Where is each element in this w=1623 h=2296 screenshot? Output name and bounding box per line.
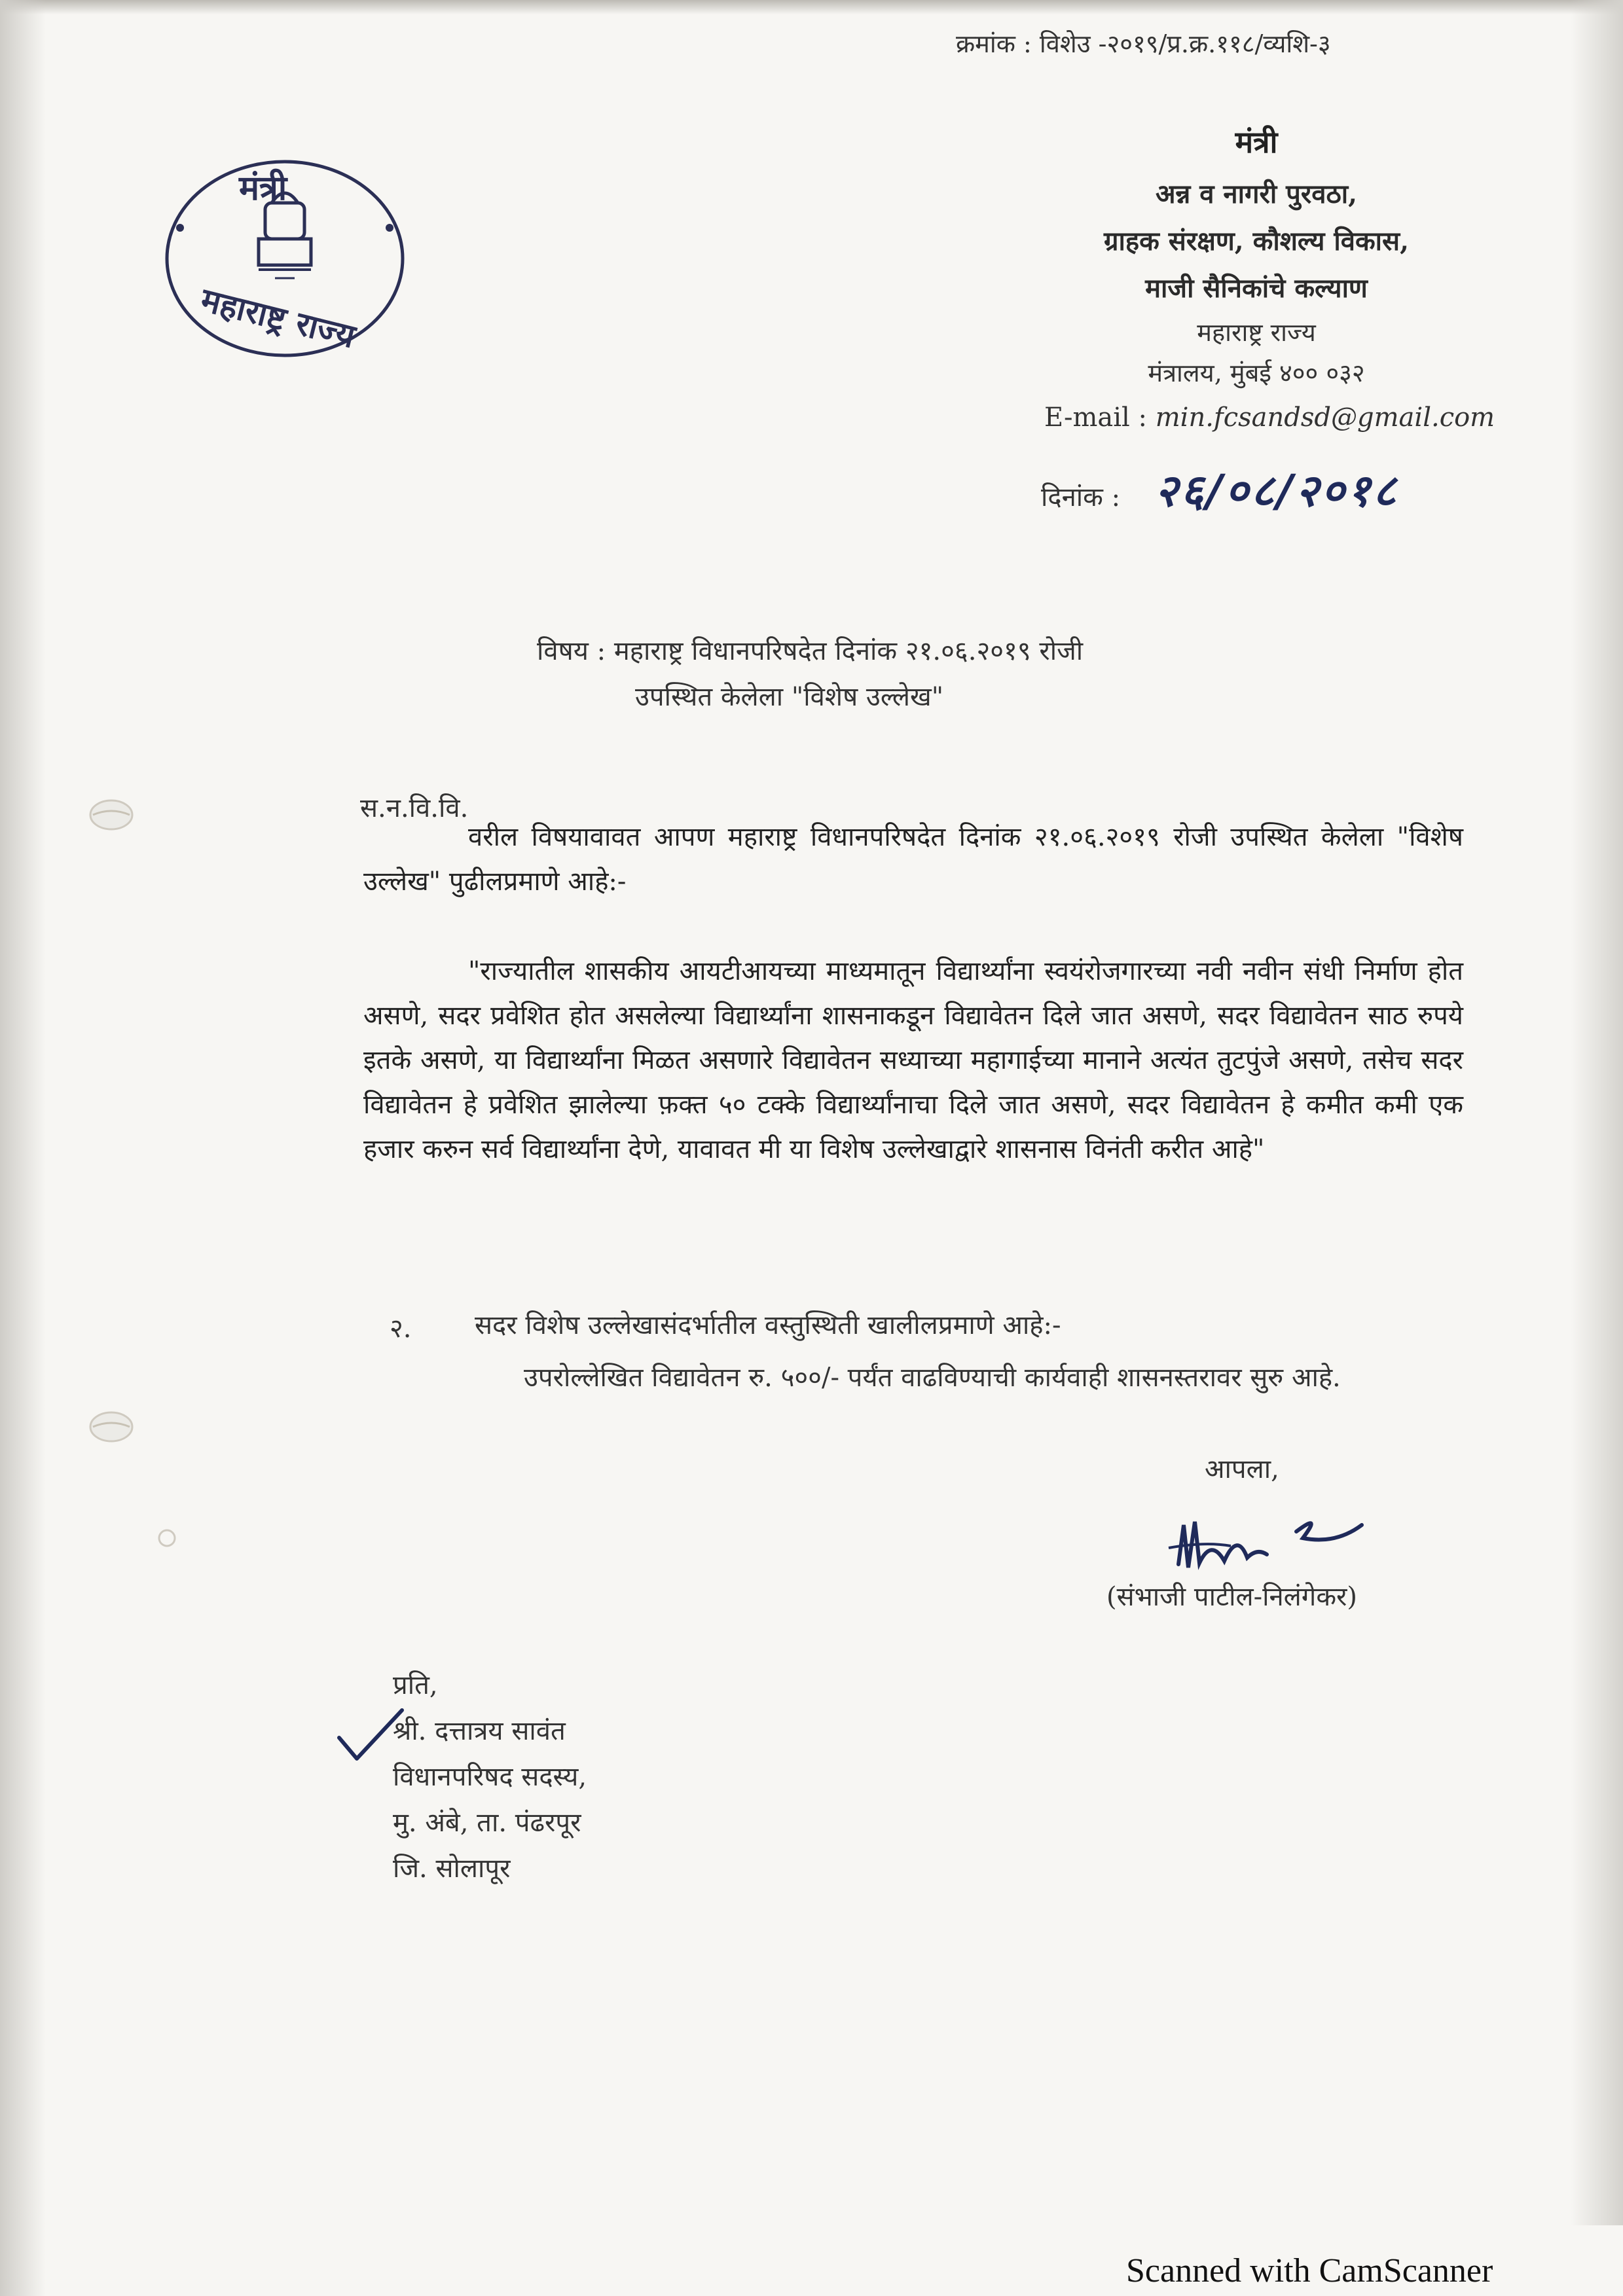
handwritten-date: २६/०८/२०१८ (1154, 465, 1399, 517)
punch-hole (85, 1407, 137, 1446)
date-label: दिनांक : (1041, 482, 1121, 512)
letterhead-line: अन्न व नागरी पुरवठा, (1155, 179, 1358, 209)
recipient-address: मु. अंबे, ता. पंढरपूर (393, 1808, 581, 1838)
letterhead-title: मंत्री (1235, 124, 1278, 160)
email-label: E-mail : (1044, 403, 1148, 433)
body-paragraph-1: वरील विषयावावत आपण महाराष्ट्र विधानपरिषदेत दिनांक २१.०६.२०१९ रोजी उपस्थित केलेला "विशेष उल्लेख" पुढीलप्रमाणे आहे:- (363, 822, 1463, 897)
reference-number: क्रमांक : विशेउ -२०१९/प्र.क्र.११८/व्यशि-३ (956, 29, 1331, 58)
scan-shadow-top (0, 0, 1623, 14)
subject-line-2: उपस्थित केलेला "विशेष उल्लेख" (635, 682, 944, 712)
email-link[interactable]: min.fcsandsd@gmail.com (1155, 403, 1495, 433)
recipient-label: प्रति, (393, 1670, 438, 1700)
recipient-address: जि. सोलापूर (393, 1854, 511, 1884)
subject-line-1: विषय : महाराष्ट्र विधानपरिषदेत दिनांक २१.०६.२०१९ रोजी (537, 636, 1084, 666)
email-line (1044, 403, 1495, 433)
point-number: २. (390, 1314, 412, 1344)
scan-shadow-left (0, 0, 46, 2296)
body-paragraph-2: "राज्यातील शासकीय आयटीआयच्या माध्यमातून विद्यार्थ्यांना स्वयंरोजगारच्या नवी नवीन संधी निर्माण होत असणे, सदर प्रवेशित होत असलेल्या विद्यार्थ्यांना शासनाकडून विद्यावेतन दिले जात असणे, सदर विद्यावेतन साठ रुपये इतके असणे, या विद्यार्थ्यांना मिळत असणारे विद्यावेतन सध्याच्या महागाईच्या मानाने अत्यंत तुटपुंजे असणे, तसेच सदर विद्यावेतन हे प्रवेशित झालेल्या फ़क्त ५० टक्के विद्यार्थ्यांनाचा दिले जात असणे, सदर विद्यावेतन हे कमीत कमी एक हजार करुन सर्व विद्यार्थ्यांना देणे, यावावत मी या विशेष उल्लेखाद्वारे शासनास विनंती करीत आहे" (363, 956, 1463, 1164)
point-text: सदर विशेष उल्लेखासंदर्भातील वस्तुस्थिती खालीलप्रमाणे आहे:- (475, 1310, 1061, 1340)
recipient-designation: विधानपरिषद सदस्य, (393, 1762, 587, 1792)
letterhead-address: मंत्रालय, मुंबई ४०० ०३२ (1148, 359, 1365, 387)
punch-hole (151, 1522, 183, 1554)
subject (537, 628, 1083, 720)
salutation: स.न.वि.वि. (360, 793, 469, 823)
date-line (1041, 458, 1398, 519)
recipient-block (393, 1662, 587, 1892)
letterhead-line: महाराष्ट्र राज्य (1197, 318, 1316, 347)
seal-bottom-text: महाराष्ट्र राज्य (197, 279, 359, 356)
scanner-watermark: Scanned with CamScanner (1126, 2252, 1493, 2289)
recipient-name: श्री. दत्तात्रय सावंत (393, 1716, 566, 1746)
point-detail: उपरोल्लेखित विद्यावेतन रु. ५००/- पर्यंत वाढविण्याची कार्यवाही शासनस्तरावर सुरु आहे. (524, 1363, 1341, 1393)
letterhead-line: माजी सैनिकांचे कल्याण (1145, 273, 1368, 304)
letterhead (994, 121, 1518, 393)
punch-hole (85, 795, 137, 834)
closing: आपला, (1205, 1454, 1279, 1484)
signature-icon (1165, 1486, 1388, 1584)
seal-top-text: मंत्री (239, 168, 287, 208)
scan-shadow-right (1571, 0, 1623, 2225)
letterhead-line: ग्राहक संरक्षण, कौशल्य विकास, (1104, 226, 1409, 257)
ministry-seal (160, 157, 409, 360)
signatory-name: (संभाजी पाटील-निलंगेकर) (1106, 1582, 1358, 1612)
